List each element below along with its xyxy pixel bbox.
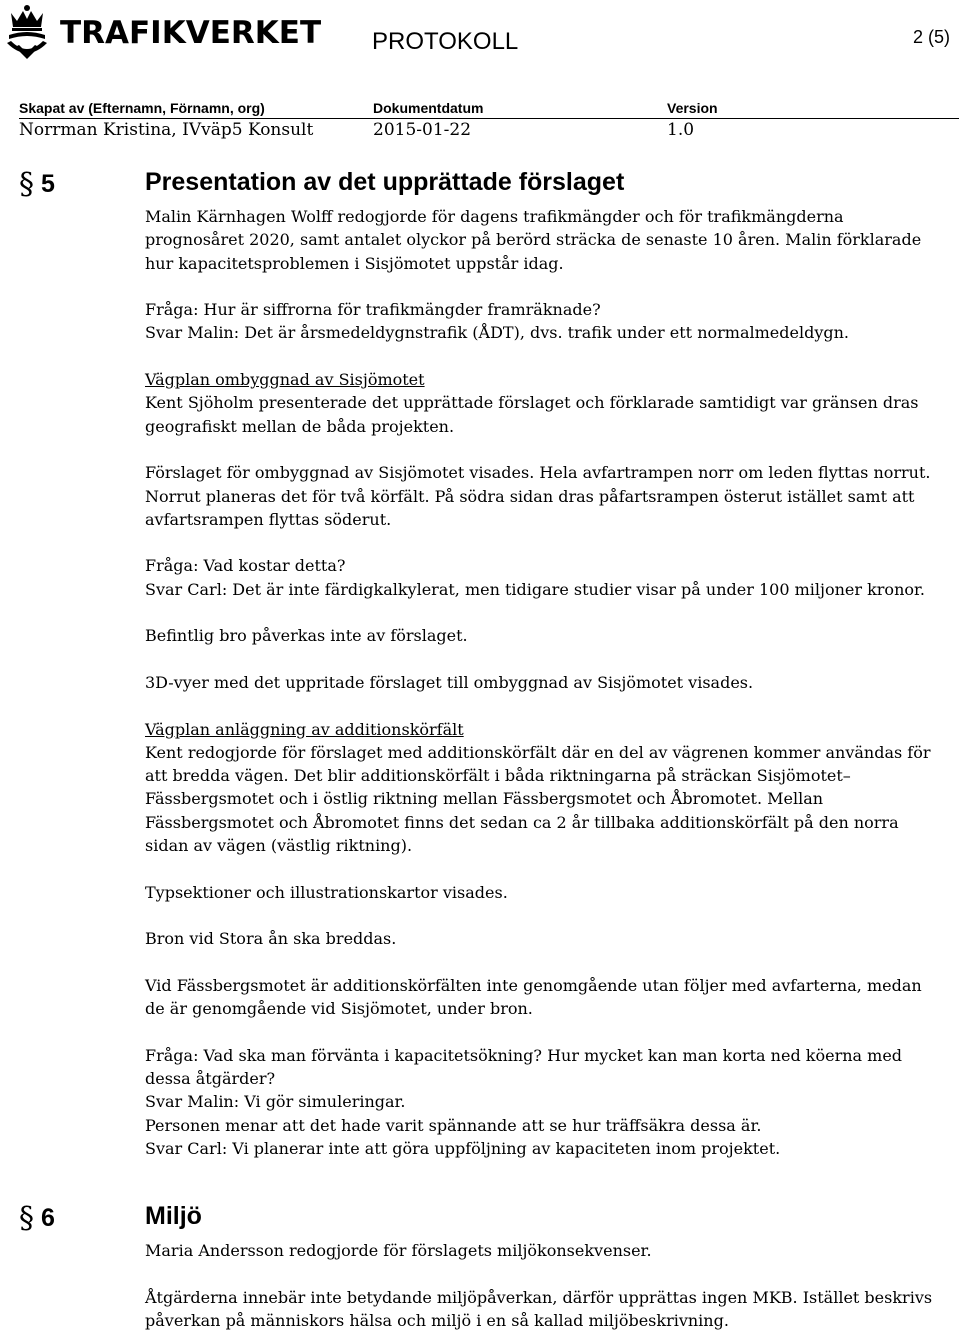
answer: Svar Carl: Det är inte färdigkalkylerat, men tidigare studier visar på under 100 miljoner kronor. xyxy=(145,579,925,599)
subheading: Vägplan ombyggnad av Sisjömotet xyxy=(145,370,425,390)
created-by-value: Norrman Kristina, IVväp5 Konsult xyxy=(19,120,314,140)
paragraph-sign: § xyxy=(19,1201,34,1236)
paragraph: Personen menar att det hade varit spännande att se hur träffsäkra dessa är. xyxy=(145,1115,762,1135)
paragraph: Kent Sjöholm presenterade det upprättade förslaget och förklarade samtidigt var gränsen dras geografiskt mellan de båda projekten. xyxy=(145,393,919,436)
paragraph: Vid Fässbergsmotet är additionskörfälten inte genomgående utan följer med avfarterna, medan de är genomgående vid Sisjömotet, under bron. xyxy=(145,975,922,1019)
paragraph: Typsektioner och illustrationskartor visades. xyxy=(145,882,508,902)
paragraph: Åtgärderna innebär inte betydande miljöpåverkan, därför upprättas ingen MKB. Istället beskrivs påverkan på människors hälsa och miljö i en så kallad miljöbeskrivning. xyxy=(145,1287,933,1330)
meta-date xyxy=(373,98,483,142)
paragraph: Befintlig bro påverkas inte av förslaget. xyxy=(145,626,468,646)
answer: Svar Malin: Vi gör simuleringar. xyxy=(145,1092,406,1112)
section-5-body xyxy=(145,205,945,1160)
section-number: 6 xyxy=(41,1204,55,1232)
paragraph: Förslaget för ombyggnad av Sisjömotet visades. Hela avfartrampen norr om leden flyttas norrut. Norrut planeras det för två körfält. På södra sidan dras påfartsrampen österut istället samt att avfartsrampen flyttas söderut. xyxy=(145,463,931,529)
paragraph-sign: § xyxy=(19,167,34,202)
version-value: 1.0 xyxy=(667,120,695,140)
section-number: 5 xyxy=(41,170,55,198)
answer: Svar Malin: Det är årsmedeldygnstrafik (ÅDT), dvs. trafik under ett normalmedeldygn. xyxy=(145,323,849,343)
section-title: Miljö xyxy=(145,1202,202,1230)
paragraph: 3D-vyer med det uppritade förslaget till ombyggnad av Sisjömotet visades. xyxy=(145,672,754,692)
version-label: Version xyxy=(667,100,718,116)
paragraph: Bron vid Stora ån ska breddas. xyxy=(145,929,397,949)
paragraph: Maria Andersson redogjorde för förslagets miljökonsekvenser. xyxy=(145,1241,652,1260)
paragraph: Kent redogjorde för förslaget med additionskörfält där en del av vägrenen kommer användas för att bredda vägen. Det blir additionskörfält i båda riktningarna på sträckan Sisjömotet–Fässbergsmotet och i östlig riktning mellan Fässbergsmotet och Åbromotet. Mellan Fässbergsmotet och Åbromotet finns det sedan ca 2 år tillbaka additionskörfält på den norra sidan av vägen (västlig riktning). xyxy=(145,742,931,856)
section-6-body xyxy=(145,1239,945,1332)
paragraph: Malin Kärnhagen Wolff redogjorde för dagens trafikmängder och för trafikmängderna prognosåret 2020, samt antalet olyckor på berörd sträcka de senaste 10 åren. Malin förklarade hur kapacitetsproblemen i Sisjömotet uppstår idag. xyxy=(145,207,922,273)
logo-wordmark: TRAFIKVERKET xyxy=(60,15,322,51)
trafikverket-crown-logo-icon xyxy=(3,3,51,70)
question: Fråga: Vad ska man förvänta i kapacitetsökning? Hur mycket kan man korta ned köerna med dessa åtgärder? xyxy=(145,1045,903,1088)
created-by-label: Skapat av (Efternamn, Förnamn, org) xyxy=(19,100,265,116)
date-label: Dokumentdatum xyxy=(373,100,484,116)
document-type: PROTOKOLL xyxy=(372,28,519,55)
subheading: Vägplan anläggning av additionskörfält xyxy=(145,719,464,739)
page-number: 2 (5) xyxy=(912,27,950,47)
meta-created-by xyxy=(19,98,313,142)
document-meta-table xyxy=(19,98,959,144)
question: Fråga: Hur är siffrorna för trafikmängder framräknade? xyxy=(145,300,601,320)
date-value: 2015-01-22 xyxy=(373,120,472,140)
meta-version xyxy=(667,98,718,142)
answer: Svar Carl: Vi planerar inte att göra uppföljning av kapaciteten inom projektet. xyxy=(145,1138,781,1158)
question: Fråga: Vad kostar detta? xyxy=(145,556,346,576)
section-title: Presentation av det upprättade förslaget xyxy=(145,168,625,196)
